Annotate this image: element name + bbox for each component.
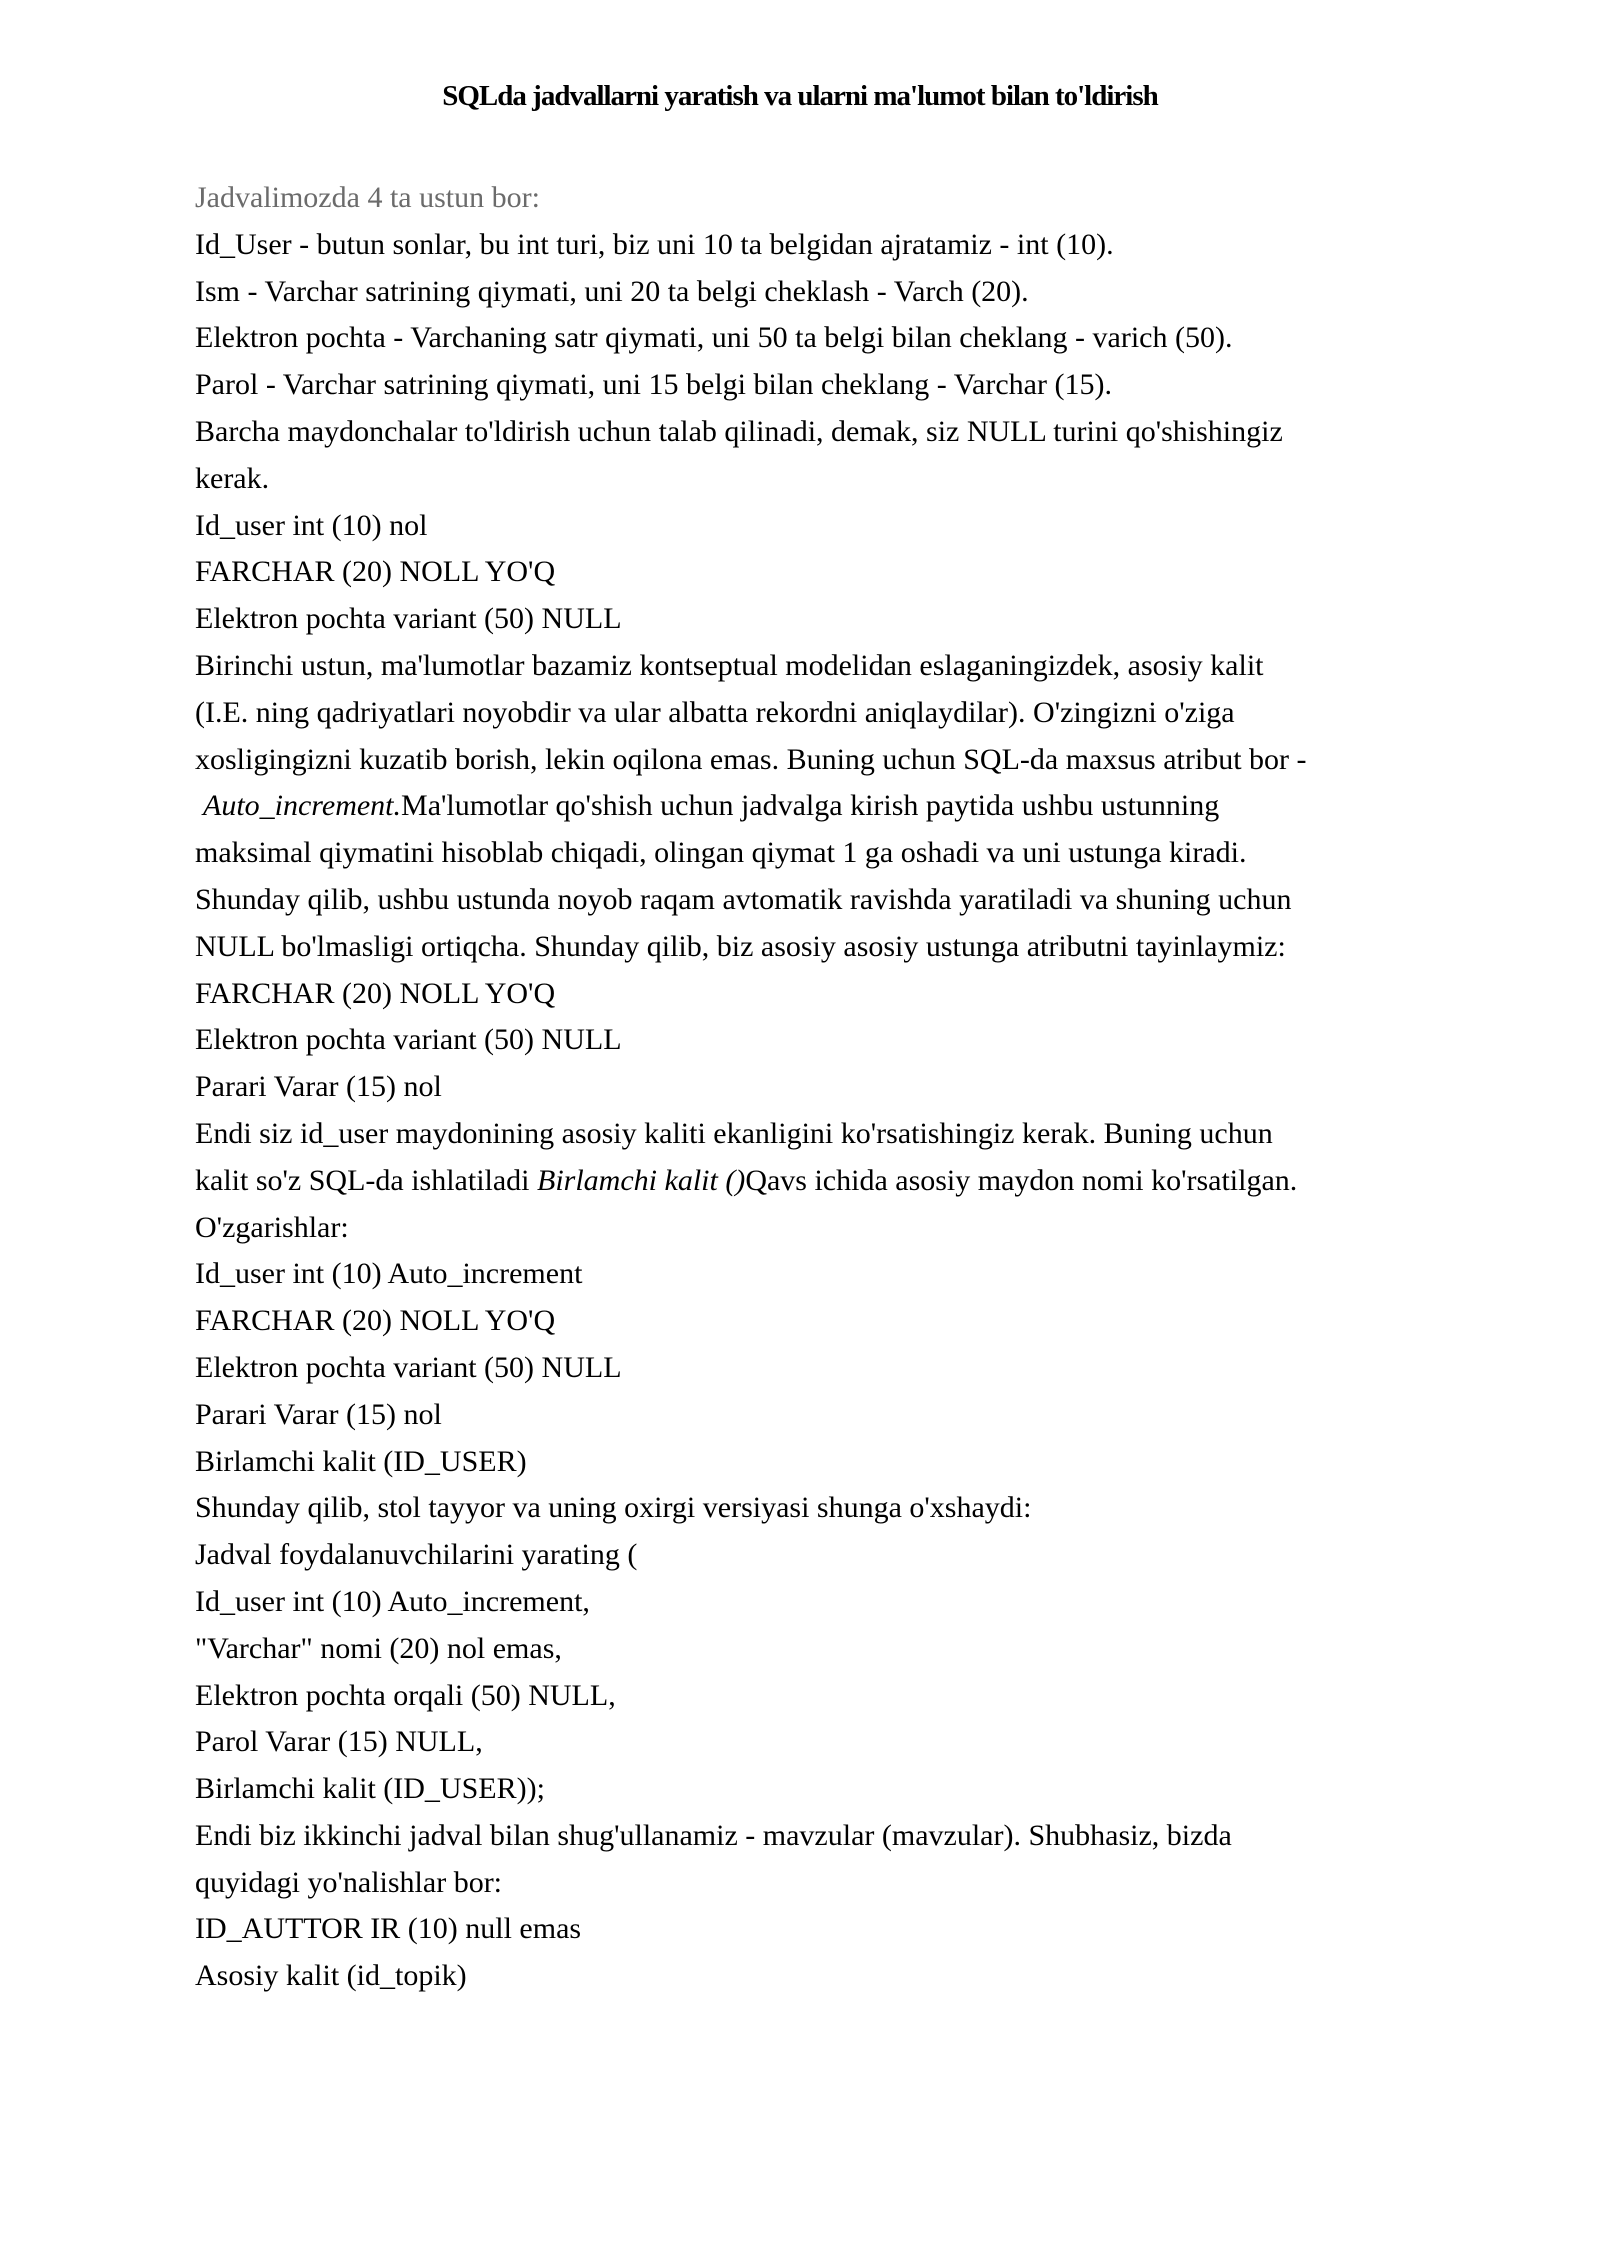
pk-text-post: Qavs ichida asosiy maydon nomi ko'rsatilgan. bbox=[745, 1163, 1298, 1197]
final-intro-line: Shunday qilib, stol tayyor va uning oxirgi versiyasi shunga o'xshaydi: bbox=[195, 1491, 1032, 1525]
auto-paragraph-line: xosligingizni kuzatib borish, lekin oqilona emas. Buning uchun SQL-da maxsus atribut bor - bbox=[195, 742, 1307, 776]
null-note-line-1: Barcha maydonchalar to'ldirish uchun talab qilinadi, demak, siz NULL turini qo'shishingiz bbox=[195, 414, 1283, 448]
topics-paragraph-line: quyidagi yo'nalishlar bor: bbox=[195, 1865, 503, 1899]
code-line: Birlamchi kalit (ID_USER) bbox=[195, 1444, 527, 1478]
topics-paragraph-line: Endi biz ikkinchi jadval bilan shug'ullanamiz - mavzular (mavzular). Shubhasiz, bizda bbox=[195, 1818, 1232, 1852]
code-line: FARCHAR (20) NOLL YO'Q bbox=[195, 1304, 556, 1338]
code-line: Id_user int (10) Auto_increment bbox=[195, 1257, 583, 1291]
column-desc-parol: Parol - Varchar satrining qiymati, uni 15 belgi bilan cheklang - Varchar (15). bbox=[195, 368, 1112, 402]
pk-paragraph-line: O'zgarishlar: bbox=[195, 1210, 349, 1244]
final-table-line: Birlamchi kalit (ID_USER)); bbox=[195, 1772, 545, 1806]
code-line: Asosiy kalit (id_topik) bbox=[195, 1959, 467, 1993]
final-table-line: Id_user int (10) Auto_increment, bbox=[195, 1584, 590, 1618]
auto-paragraph-line: Shunday qilib, ushbu ustunda noyob raqam avtomatik ravishda yaratiladi va shuning uchun bbox=[195, 882, 1292, 916]
auto-paragraph-line: maksimal qiymatini hisoblab chiqadi, olingan qiymat 1 ga oshadi va uni ustunga kiradi. bbox=[195, 836, 1247, 870]
code-line: FARCHAR (20) NOLL YO'Q bbox=[195, 976, 556, 1010]
primary-key-term: Birlamchi kalit () bbox=[537, 1163, 746, 1197]
code-line: Parari Varar (15) nol bbox=[195, 1397, 442, 1431]
code-line: FARCHAR (20) NOLL YO'Q bbox=[195, 555, 556, 589]
final-table-line: Elektron pochta orqali (50) NULL, bbox=[195, 1678, 616, 1712]
code-line: Parari Varar (15) nol bbox=[195, 1070, 442, 1104]
final-table-line: Parol Varar (15) NULL, bbox=[195, 1725, 483, 1759]
code-line: Elektron pochta variant (50) NULL bbox=[195, 1350, 622, 1384]
auto-paragraph-line: NULL bo'lmasligi ortiqcha. Shunday qilib, biz asosiy asosiy ustunga atributni tayinlaymiz: bbox=[195, 929, 1286, 963]
auto-paragraph-line: Birinchi ustun, ma'lumotlar bazamiz kontseptual modelidan eslaganingizdek, asosiy kalit bbox=[195, 648, 1264, 682]
pk-paragraph-line: Endi siz id_user maydonining asosiy kaliti ekanligini ko'rsatishingiz kerak. Buning uchun bbox=[195, 1116, 1273, 1150]
code-line: Elektron pochta variant (50) NULL bbox=[195, 602, 622, 636]
pk-text-pre: kalit so'z SQL-da ishlatiladi bbox=[195, 1163, 538, 1197]
column-desc-id-user: Id_User - butun sonlar, bu int turi, biz uni 10 ta belgidan ajratamiz - int (10). bbox=[195, 227, 1114, 261]
document-body bbox=[195, 175, 1435, 2000]
code-line: ID_AUTTOR IR (10) null emas bbox=[195, 1912, 582, 1946]
final-table-line: "Varchar" nomi (20) nol emas, bbox=[195, 1631, 562, 1665]
code-line: Elektron pochta variant (50) NULL bbox=[195, 1023, 622, 1057]
auto-paragraph-line: (I.E. ning qadriyatlari noyobdir va ular albatta rekordni aniqlaydilar). O'zingizni o'ziga bbox=[195, 695, 1235, 729]
null-note-line-2: kerak. bbox=[195, 461, 270, 495]
auto-paragraph-line bbox=[195, 783, 1435, 830]
auto-increment-term: Auto_increment. bbox=[203, 789, 402, 823]
final-table-line: Jadval foydalanuvchilarini yarating ( bbox=[195, 1538, 638, 1572]
intro-line: Jadvalimozda 4 ta ustun bor: bbox=[195, 181, 540, 214]
column-desc-email: Elektron pochta - Varchaning satr qiymati, uni 50 ta belgi bilan cheklang - varich (50). bbox=[195, 321, 1233, 355]
pk-paragraph-line bbox=[195, 1158, 1435, 1205]
auto-paragraph-text: Ma'lumotlar qo'shish uchun jadvalga kirish paytida ushbu ustunning bbox=[401, 789, 1220, 823]
document-title: SQLda jadvallarni yaratish va ularni ma'lumot bilan to'ldirish bbox=[442, 80, 1158, 112]
code-line: Id_user int (10) nol bbox=[195, 508, 428, 542]
column-desc-ism: Ism - Varchar satrining qiymati, uni 20 ta belgi cheklash - Varch (20). bbox=[195, 274, 1029, 308]
